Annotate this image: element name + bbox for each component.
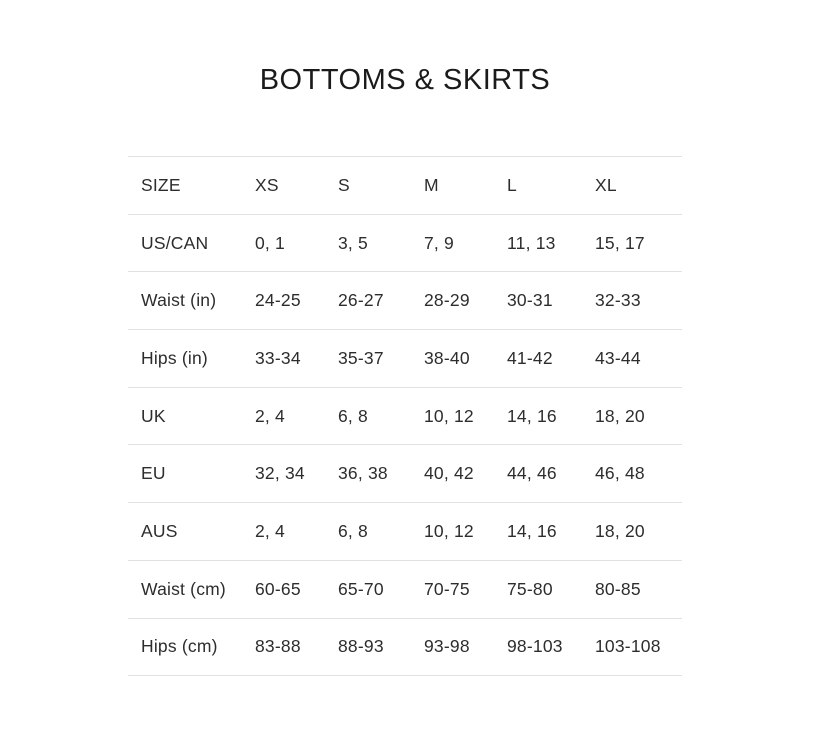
table-cell: 10, 12 (424, 387, 507, 445)
table-cell: 41-42 (507, 330, 595, 388)
column-header-size: SIZE (128, 157, 255, 215)
table-cell: 18, 20 (595, 503, 682, 561)
table-cell: 14, 16 (507, 387, 595, 445)
table-cell: 14, 16 (507, 503, 595, 561)
table-cell: 26-27 (338, 272, 424, 330)
table-cell: 40, 42 (424, 445, 507, 503)
table-cell: 60-65 (255, 560, 338, 618)
table-cell: 35-37 (338, 330, 424, 388)
table-cell: 0, 1 (255, 214, 338, 272)
column-header-xs: XS (255, 157, 338, 215)
table-cell: 2, 4 (255, 503, 338, 561)
row-label: Waist (cm) (128, 560, 255, 618)
table-row-hips-cm (128, 618, 682, 676)
table-row-waist-cm (128, 560, 682, 618)
column-header-l: L (507, 157, 595, 215)
table-cell: 70-75 (424, 560, 507, 618)
row-label: US/CAN (128, 214, 255, 272)
row-label: Hips (in) (128, 330, 255, 388)
table-row-aus (128, 503, 682, 561)
table-cell: 98-103 (507, 618, 595, 676)
table-row-uk (128, 387, 682, 445)
table-cell: 75-80 (507, 560, 595, 618)
column-header-s: S (338, 157, 424, 215)
row-label: Waist (in) (128, 272, 255, 330)
table-cell: 88-93 (338, 618, 424, 676)
table-cell: 83-88 (255, 618, 338, 676)
table-cell: 38-40 (424, 330, 507, 388)
column-header-xl: XL (595, 157, 682, 215)
row-label: EU (128, 445, 255, 503)
table-cell: 93-98 (424, 618, 507, 676)
table-cell: 3, 5 (338, 214, 424, 272)
table-cell: 6, 8 (338, 387, 424, 445)
table-cell: 32-33 (595, 272, 682, 330)
table-header-row (128, 157, 682, 215)
table-cell: 7, 9 (424, 214, 507, 272)
table-cell: 33-34 (255, 330, 338, 388)
table-cell: 6, 8 (338, 503, 424, 561)
table-row-waist-in (128, 272, 682, 330)
table-cell: 103-108 (595, 618, 682, 676)
table-cell: 36, 38 (338, 445, 424, 503)
table-cell: 43-44 (595, 330, 682, 388)
row-label: Hips (cm) (128, 618, 255, 676)
table-cell: 10, 12 (424, 503, 507, 561)
column-header-m: M (424, 157, 507, 215)
table-cell: 24-25 (255, 272, 338, 330)
table-row-us-can (128, 214, 682, 272)
page-title: BOTTOMS & SKIRTS (259, 64, 551, 96)
table-row-eu (128, 445, 682, 503)
table-cell: 65-70 (338, 560, 424, 618)
table-cell: 80-85 (595, 560, 682, 618)
table-cell: 2, 4 (255, 387, 338, 445)
size-chart-table (128, 156, 682, 676)
table-cell: 11, 13 (507, 214, 595, 272)
table-cell: 46, 48 (595, 445, 682, 503)
row-label: AUS (128, 503, 255, 561)
table-cell: 44, 46 (507, 445, 595, 503)
table-cell: 30-31 (507, 272, 595, 330)
table-cell: 32, 34 (255, 445, 338, 503)
table-cell: 15, 17 (595, 214, 682, 272)
row-label: UK (128, 387, 255, 445)
table-cell: 28-29 (424, 272, 507, 330)
table-cell: 18, 20 (595, 387, 682, 445)
table-row-hips-in (128, 330, 682, 388)
